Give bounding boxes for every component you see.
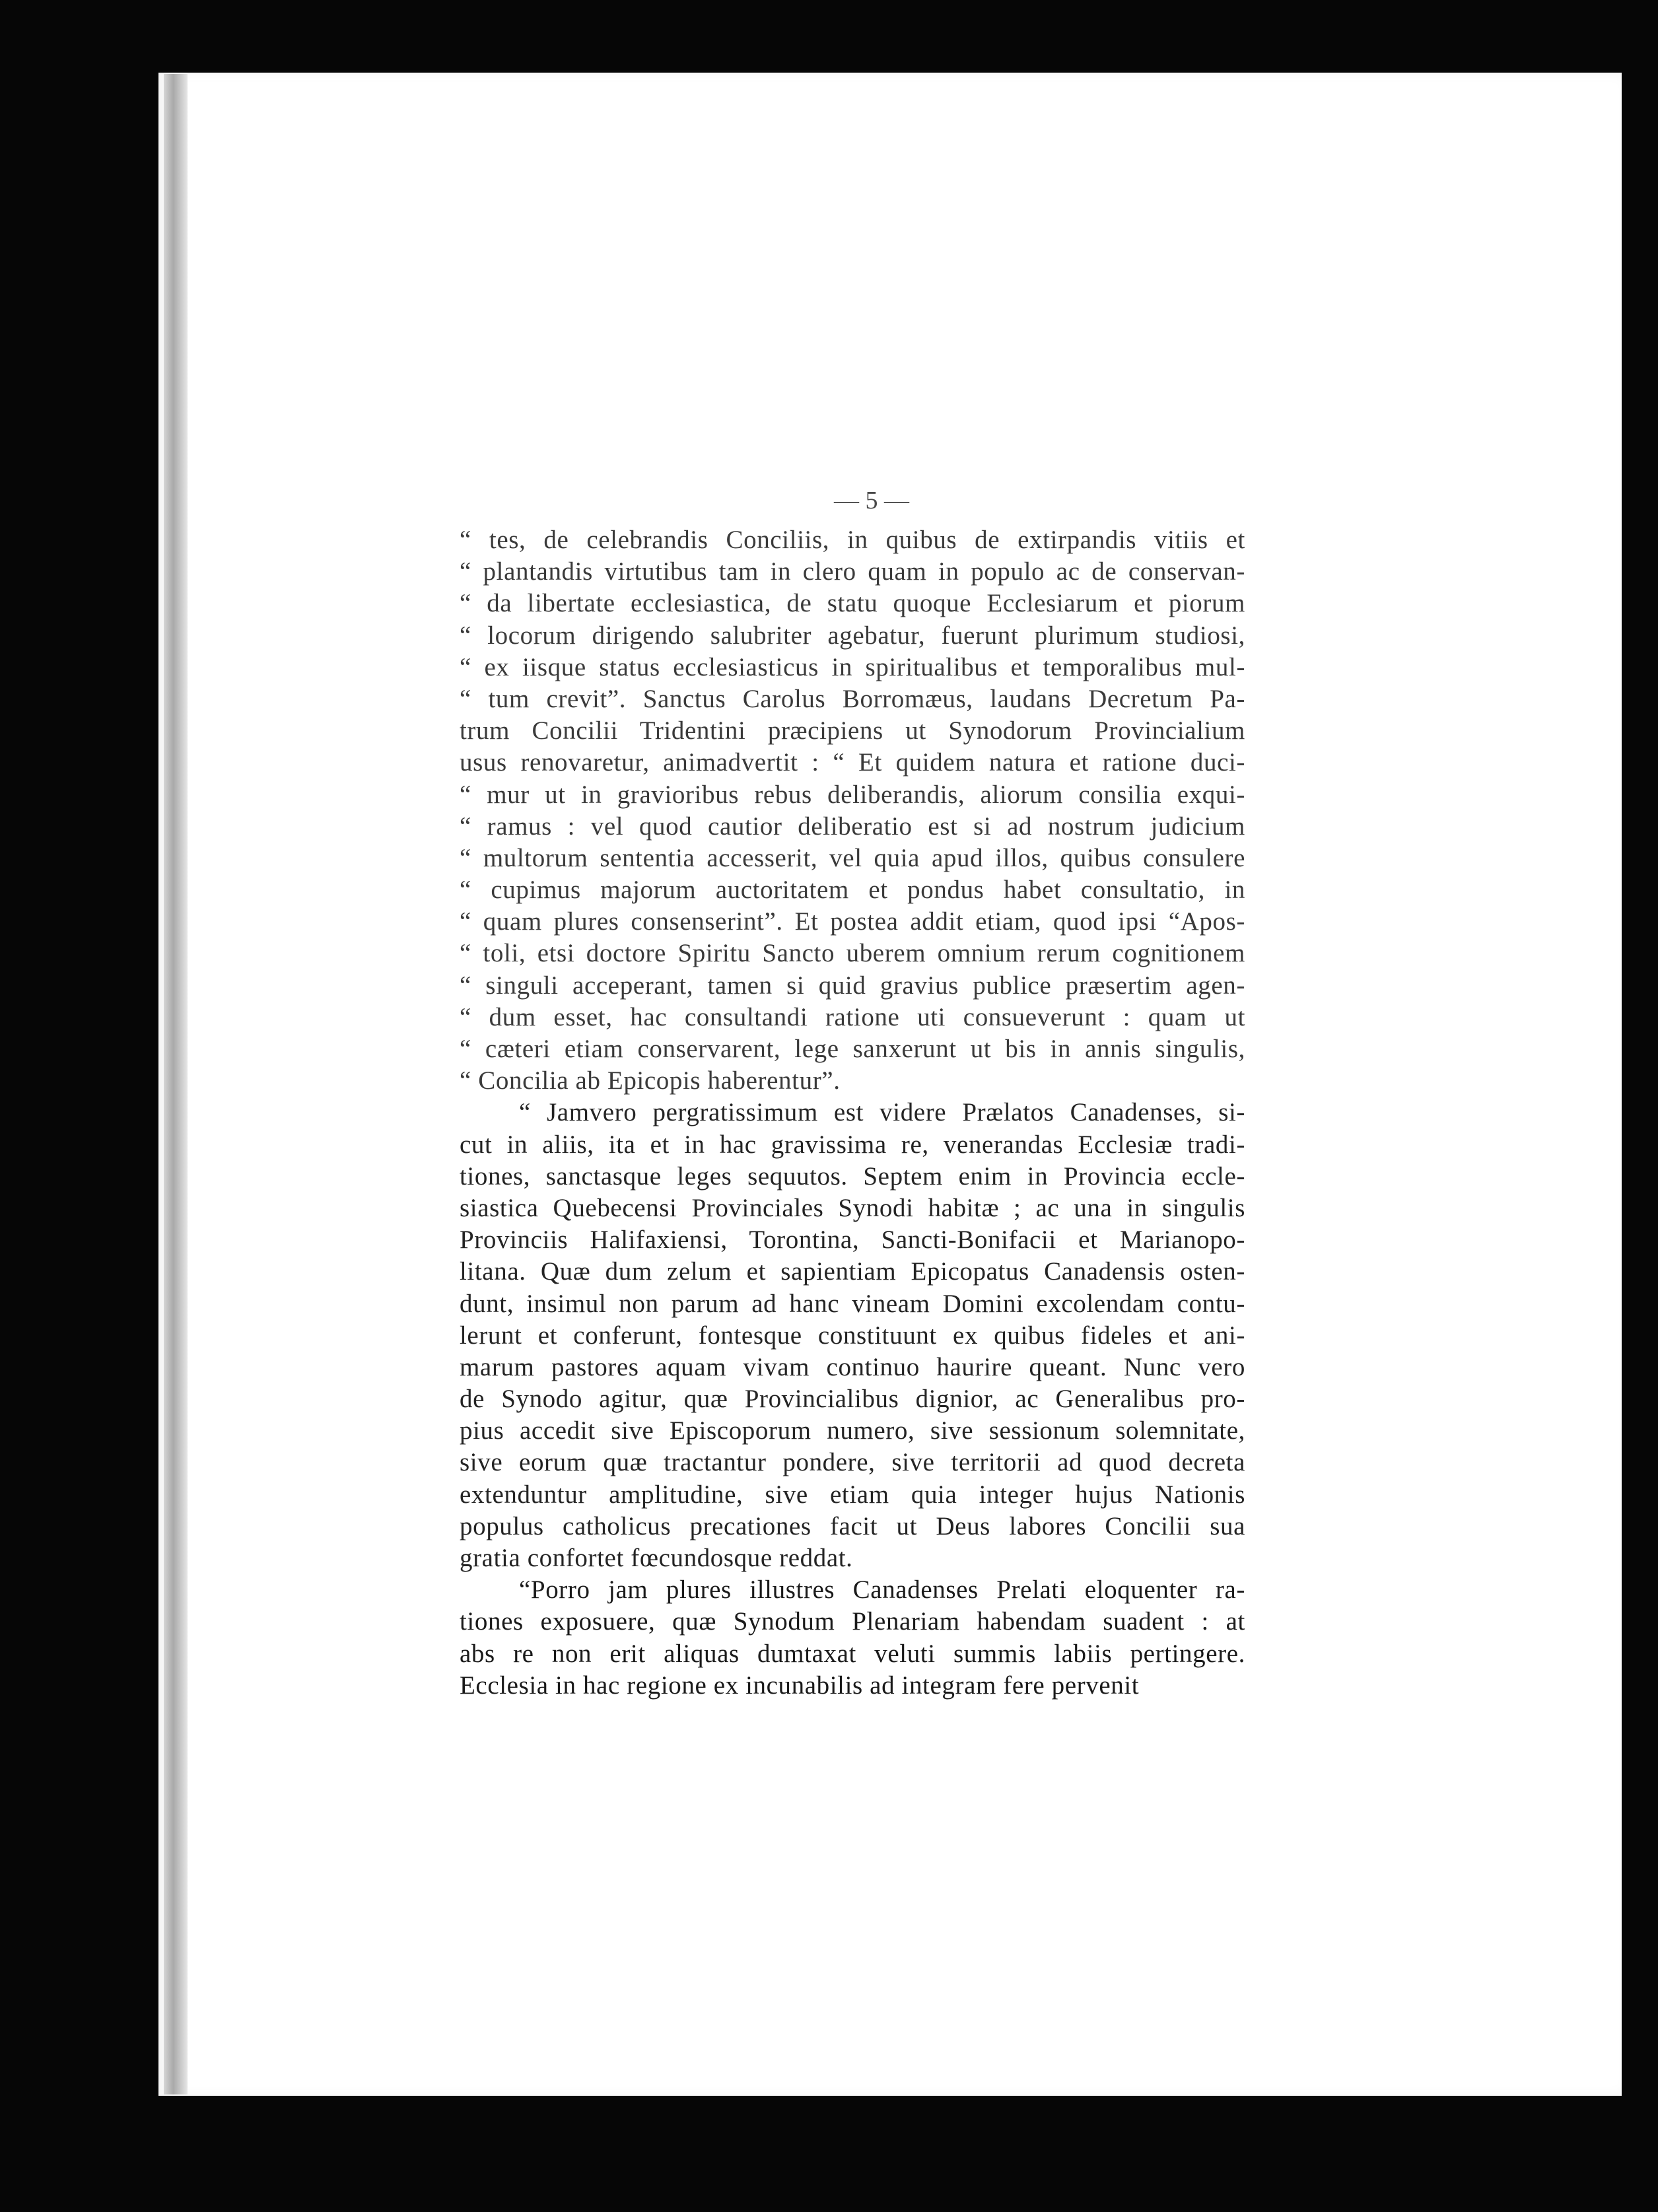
text-line: populus catholicus precationes facit ut Deus labores Concilii sua	[460, 1511, 1245, 1540]
text-line: siastica Quebecensi Provinciales Synodi habitæ ; ac una in singulis	[460, 1193, 1245, 1222]
text-line: “ quam plures consenserint”. Et postea addit etiam, quod ipsi “Apos-	[460, 907, 1245, 936]
paragraph	[460, 524, 1245, 1097]
text-line: “ ramus : vel quod cautior deliberatio est si ad nostrum judicium	[460, 812, 1245, 841]
text-line: “ locorum dirigendo salubriter agebatur, fuerunt plurimum studiosi,	[460, 621, 1245, 650]
text-line: abs re non erit aliquas dumtaxat veluti summis labiis pertingere.	[460, 1639, 1245, 1668]
text-line: “ dum esset, hac consultandi ratione uti consueverunt : quam ut	[460, 1002, 1245, 1031]
text-line: trum Concilii Tridentini præcipiens ut Synodorum Provincialium	[460, 716, 1245, 745]
text-line: usus renovaretur, animadvertit : “ Et quidem natura et ratione duci-	[460, 748, 1245, 777]
page-binding-edge	[164, 74, 188, 2094]
text-line: “ cupimus majorum auctoritatem et pondus habet consultatio, in	[460, 876, 1245, 905]
text-line: “ da libertate ecclesiastica, de statu quoque Ecclesiarum et piorum	[460, 589, 1245, 618]
text-line: cut in aliis, ita et in hac gravissima re, venerandas Ecclesiæ tradi-	[460, 1130, 1245, 1159]
text-line: tiones, sanctasque leges sequutos. Septem enim in Provincia eccle-	[460, 1161, 1245, 1191]
text-line: Ecclesia in hac regione ex incunabilis ad integram fere pervenit	[460, 1671, 1140, 1700]
text-line: “ toli, etsi doctore Spiritu Sancto uberem omnium rerum cognitionem	[460, 939, 1245, 968]
body-text	[460, 524, 1245, 1702]
text-line: marum pastores aquam vivam continuo haurire queant. Nunc vero	[460, 1352, 1245, 1381]
text-line: dunt, insimul non parum ad hanc vineam Domini excolendam contu-	[460, 1289, 1245, 1318]
paragraph	[460, 1097, 1245, 1574]
text-line: “ singuli acceperant, tamen si quid gravius publice præsertim agen-	[460, 971, 1245, 1000]
text-line: “ mur ut in gravioribus rebus deliberandis, aliorum consilia exqui-	[460, 780, 1245, 809]
text-line: “ tes, de celebrandis Conciliis, in quibus de extirpandis vitiis et	[460, 526, 1245, 554]
page-number: — 5 —	[834, 487, 909, 514]
text-line: de Synodo agitur, quæ Provincialibus dignior, ac Generalibus pro-	[460, 1385, 1245, 1414]
text-line: “ Jamvero pergratissimum est videre Prælatos Canadenses, si-	[519, 1098, 1245, 1127]
text-line: “ cæteri etiam conservarent, lege sanxerunt ut bis in annis singulis,	[460, 1035, 1245, 1063]
text-line: pius accedit sive Episcoporum numero, sive sessionum solemnitate,	[460, 1416, 1245, 1445]
text-line: extenduntur amplitudine, sive etiam quia integer hujus Nationis	[460, 1480, 1245, 1509]
text-line: tiones exposuere, quæ Synodum Plenariam habendam suadent : at	[460, 1607, 1245, 1636]
text-line: Provinciis Halifaxiensi, Torontina, Sancti-Bonifacii et Marianopo-	[460, 1226, 1245, 1255]
text-line: litana. Quæ dum zelum et sapientiam Epicopatus Canadensis osten-	[460, 1257, 1245, 1286]
text-line: gratia confortet fœcundosque reddat.	[460, 1544, 853, 1572]
text-line: “Porro jam plures illustres Canadenses Prelati eloquenter ra-	[519, 1575, 1245, 1605]
text-line: “ plantandis virtutibus tam in clero quam in populo ac de conservan-	[460, 557, 1245, 586]
text-line: lerunt et conferunt, fontesque constituunt ex quibus fideles et ani-	[460, 1321, 1245, 1350]
text-line: “ ex iisque status ecclesiasticus in spiritualibus et temporalibus mul-	[460, 652, 1245, 681]
text-line: sive eorum quæ tractantur pondere, sive territorii ad quod decreta	[460, 1448, 1245, 1477]
paragraph	[460, 1574, 1245, 1702]
text-line: “ multorum sententia accesserit, vel quia apud illos, quibus consulere	[460, 843, 1245, 872]
text-line: “ tum crevit”. Sanctus Carolus Borromæus, laudans Decretum Pa-	[460, 684, 1245, 713]
text-line: “ Concilia ab Epicopis haberentur”.	[460, 1066, 841, 1095]
